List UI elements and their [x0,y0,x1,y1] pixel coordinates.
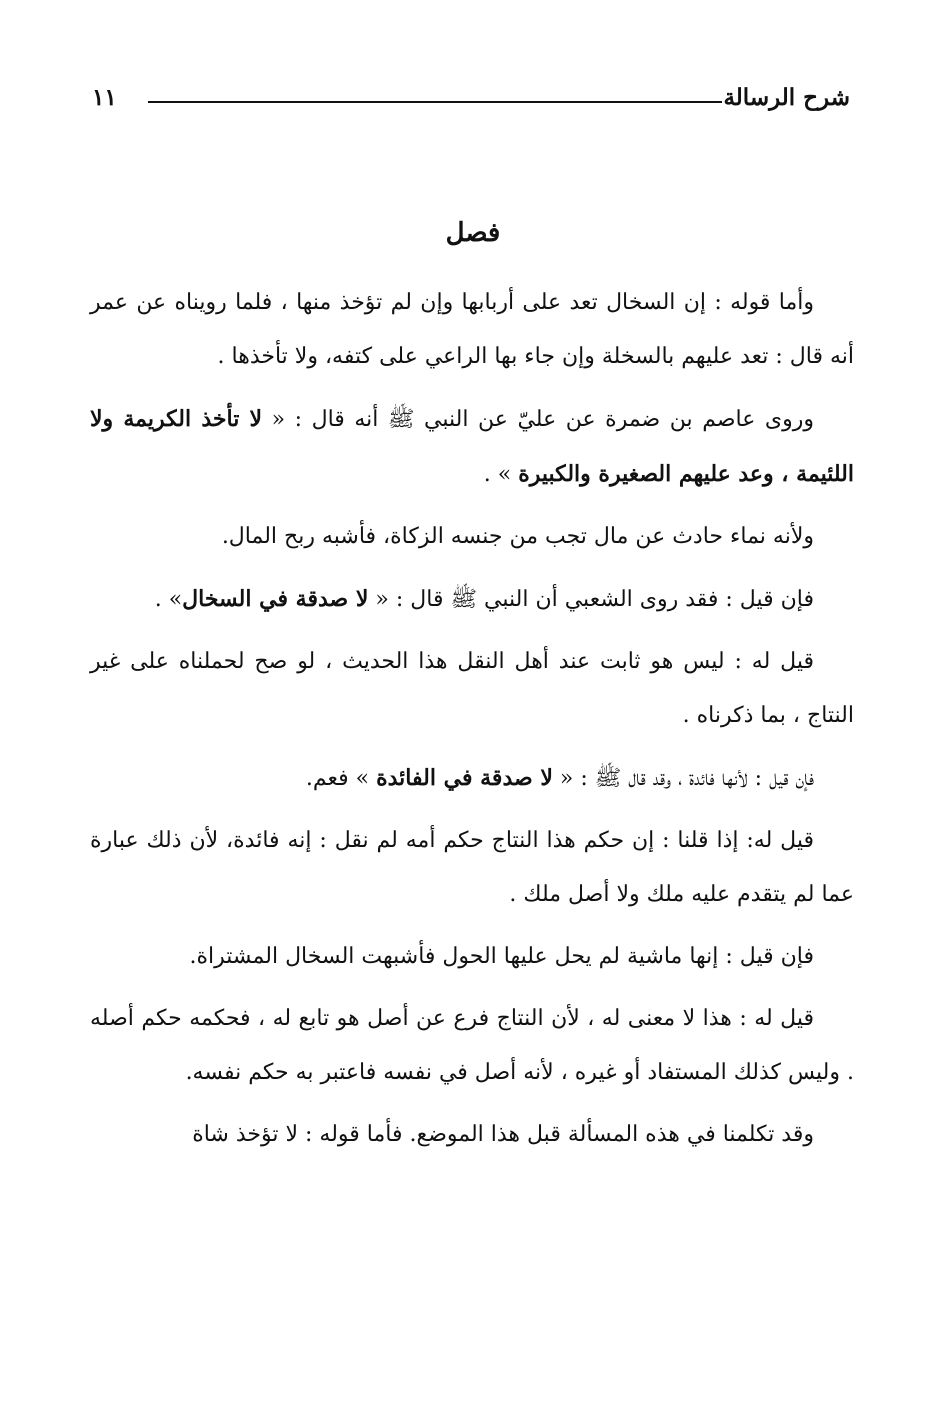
hadith-quote: لا تأخذ الكريمة ولا اللئيمة ، وعد عليهم الصغيرة والكبيرة [90,406,854,487]
paragraph: وأما قوله : إن السخال تعد على أربابها وإن لم تؤخذ منها ، فلما رويناه عن عمر أنه قال : تعد عليهم بالسخلة وإن جاء بها الراعي على كتفه، ولا تأخذها . [90,290,854,369]
running-header [92,84,850,120]
body-text [90,276,854,1170]
paragraph: وروى عاصم بن ضمرة عن عليّ عن النبي ﷺ أنه قال : « لا تأخذ الكريمة ولا اللئيمة ، وعد عليهم الصغيرة والكبيرة » . [90,406,854,487]
paragraph: فإن قيل : لأنها فائدة ، وقد قال ﷺ : « لا صدقة في الفائدة » فعم. [305,765,814,791]
book-title: شرح الرسالة [723,84,850,111]
paragraph: فإن قيل : فقد روى الشعبي أن النبي ﷺ قال : « لا صدقة في السخال» . [154,586,814,612]
section-title: فصل [445,218,501,248]
paragraph: قيل له: إذا قلنا : إن حكم هذا النتاج حكم أمه لم نقل : إنه فائدة، لأن ذلك عبارة عما لم يتقدم عليه ملك ولا أصل ملك . [90,828,854,907]
paragraph: وقد تكلمنا في هذه المسألة قبل هذا الموضع. فأما قوله : لا تؤخذ شاة [192,1122,814,1147]
paragraph: قيل له : هذا لا معنى له ، لأن النتاج فرع عن أصل هو تابع له ، فحكمه حكم أصله . وليس كذلك المستفاد أو غيره ، لأنه أصل في نفسه فاعتبر به حكم نفسه. [90,1006,854,1085]
paragraph: ولأنه نماء حادث عن مال تجب من جنسه الزكاة، فأشبه ربح المال. [221,524,814,549]
hadith-quote: لا صدقة في الفائدة [376,765,553,791]
paragraph: قيل له : ليس هو ثابت عند أهل النقل هذا الحديث ، لو صح لحملناه على غير النتاج ، بما ذكرناه . [90,649,854,728]
hadith-quote: لا صدقة في السخال [182,586,369,612]
paragraph: فإن قيل : إنها ماشية لم يحل عليها الحول فأشبهت السخال المشتراة. [189,944,814,969]
header-rule [148,101,722,103]
page-number: ١١ [92,84,117,111]
